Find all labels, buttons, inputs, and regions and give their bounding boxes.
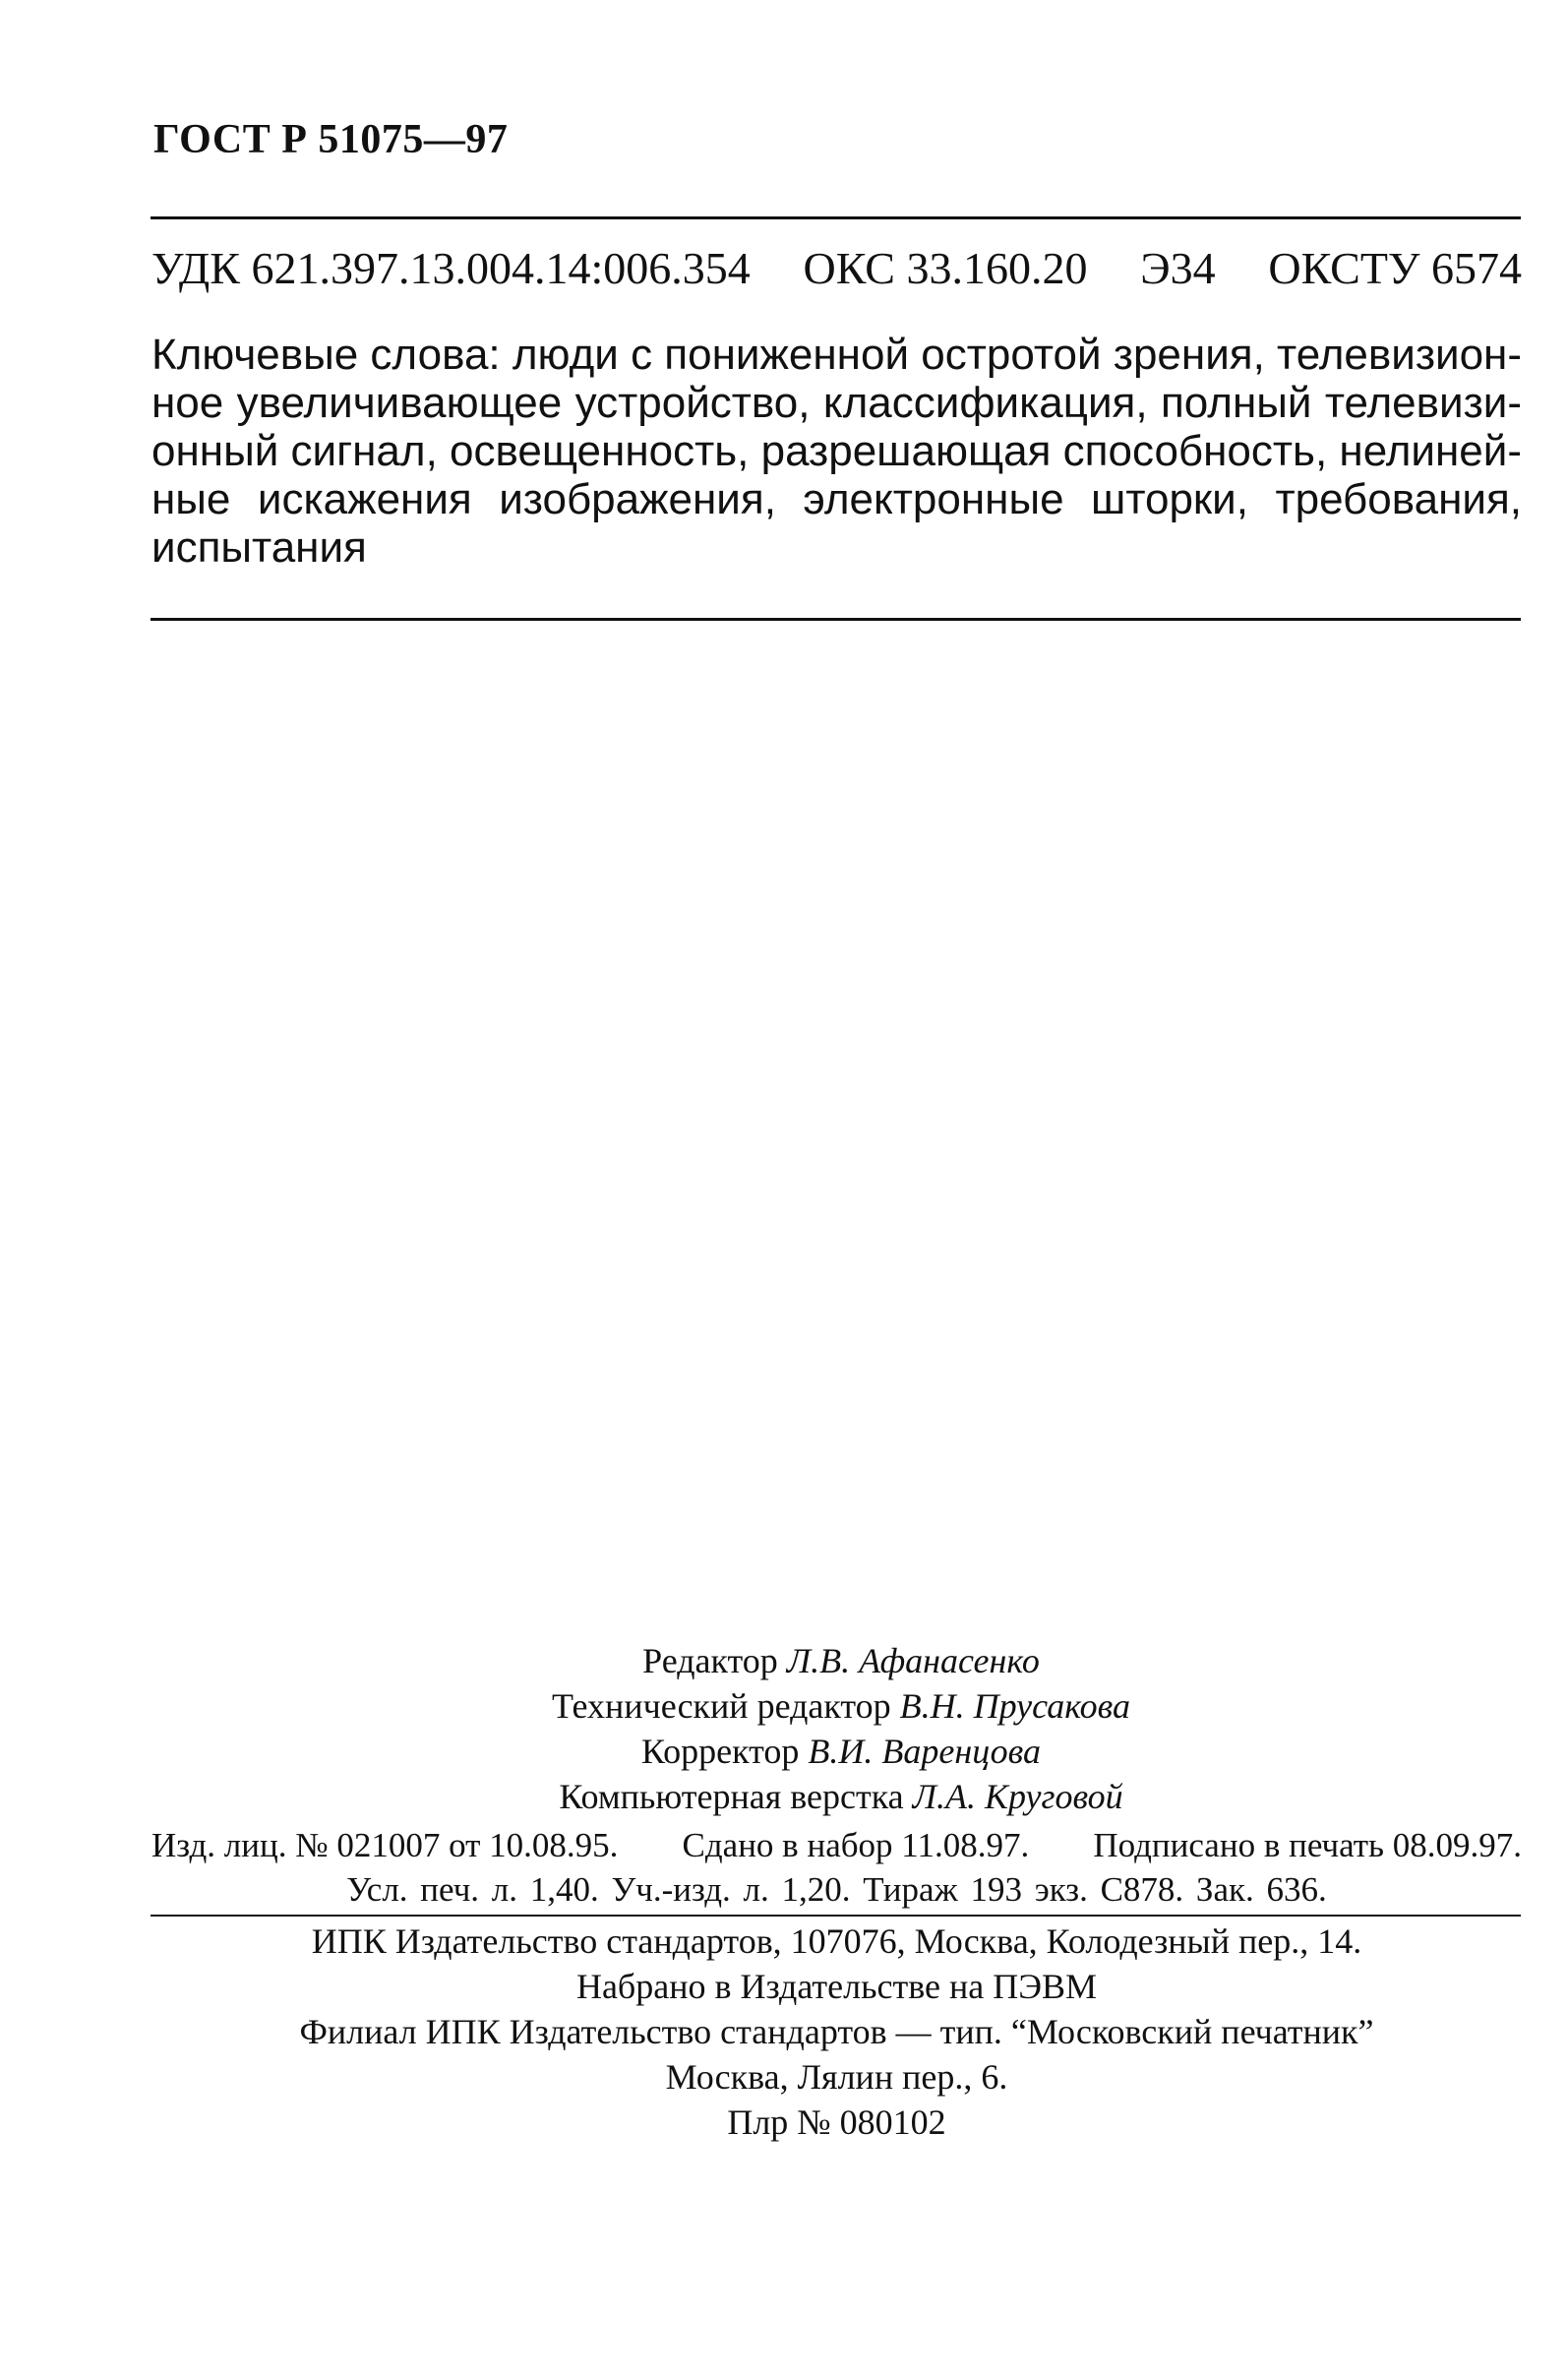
credits-block	[0, 1638, 1568, 1819]
classification-row	[151, 242, 1522, 294]
keywords-paragraph: Ключевые слова: люди с пониженной остротой зрения, телевизионное увеличивающее устройство, классификация, полный телевизионный сигнал, освещенность, разрешающая способность, нелинейные искажения изображения, электронные шторки, требования, испытания	[151, 331, 1522, 572]
credit-role: Технический редактор	[551, 1686, 891, 1726]
imprint-divider	[151, 1915, 1521, 1917]
top-divider	[151, 216, 1521, 219]
signed-info: Подписано в печать 08.09.97.	[1093, 1826, 1522, 1864]
credit-proofreader	[0, 1729, 1568, 1774]
oks-code: ОКС 33.160.20	[803, 243, 1088, 293]
publisher-typeset-note: Набрано в Издательстве на ПЭВМ	[575, 1967, 1098, 2006]
udk-code: УДК 621.397.13.004.14:006.354	[151, 243, 751, 293]
publisher-license: Плр № 080102	[727, 2102, 946, 2142]
credit-role: Корректор	[640, 1732, 800, 1771]
credit-editor	[0, 1638, 1568, 1683]
group-code: Э34	[1140, 243, 1216, 293]
credit-name: В.И. Варенцова	[808, 1732, 1042, 1771]
credit-role: Редактор	[642, 1641, 778, 1680]
credit-tech-editor	[0, 1683, 1568, 1729]
imprint-line-2: Усл. печ. л. 1,40. Уч.-изд. л. 1,20. Тираж 193 экз. С878. Зак. 636.	[346, 1870, 1327, 1909]
publisher-branch: Филиал ИПК Издательство стандартов — тип. “Московский печатник”	[299, 2012, 1374, 2051]
standard-code: ГОСТ Р 51075—97	[153, 117, 509, 162]
credit-name: Л.В. Афанасенко	[786, 1641, 1040, 1680]
credit-layout	[0, 1774, 1568, 1819]
publisher-block	[151, 1918, 1522, 2145]
imprint-block	[151, 1823, 1522, 1912]
publisher-branch-address: Москва, Лялин пер., 6.	[665, 2057, 1008, 2097]
credit-role: Компьютерная верстка	[559, 1777, 904, 1816]
publisher-address: ИПК Издательство стандартов, 107076, Москва, Колодезный пер., 14.	[311, 1921, 1362, 1961]
credit-name: В.Н. Прусакова	[899, 1686, 1131, 1726]
okstu-code: ОКСТУ 6574	[1268, 243, 1522, 293]
license-info: Изд. лиц. № 021007 от 10.08.95.	[151, 1826, 619, 1864]
credit-name: Л.А. Круговой	[912, 1777, 1123, 1816]
keywords-divider	[151, 618, 1521, 621]
imprint-line-1	[151, 1823, 1522, 1867]
typeset-info: Сдано в набор 11.08.97.	[682, 1826, 1030, 1864]
